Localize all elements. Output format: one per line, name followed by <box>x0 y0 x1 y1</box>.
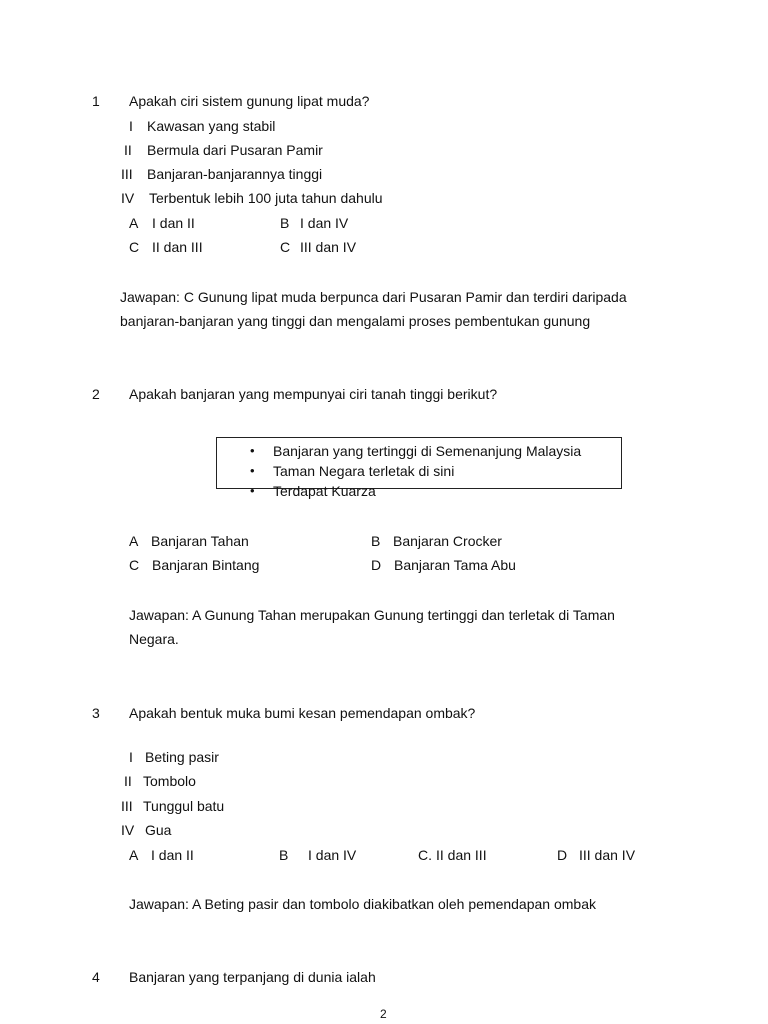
q3-option-roman: IV <box>121 822 135 838</box>
q1-option-roman: II <box>124 142 132 158</box>
q1-answer-letter: C <box>129 239 140 255</box>
q2-bullet-text: Taman Negara terletak di sini <box>273 463 455 479</box>
q3-answer-letter: B <box>279 847 289 863</box>
q3-option-roman: III <box>121 798 133 814</box>
q2-answer-letter: A <box>129 533 139 549</box>
q1-option-roman: III <box>121 166 133 182</box>
q1-answer-letter: B <box>280 215 290 231</box>
q2-answer-letter: C <box>129 557 140 573</box>
q2-answer-text: Banjaran Tama Abu <box>394 557 516 573</box>
q2-answer-text: Banjaran Tahan <box>151 533 249 549</box>
q1-option-text: Bermula dari Pusaran Pamir <box>147 142 323 158</box>
q2-answer-letter: B <box>371 533 381 549</box>
q3-answer-text: I dan II <box>151 847 194 863</box>
q1-option-text: Terbentuk lebih 100 juta tahun dahulu <box>149 190 383 206</box>
q3-option-roman: I <box>129 749 133 765</box>
q3-number: 3 <box>92 705 100 721</box>
bullet-icon: • <box>250 463 255 478</box>
page-number: 2 <box>380 1007 387 1021</box>
bullet-icon: • <box>250 483 255 498</box>
q1-option-text: Banjaran-banjarannya tinggi <box>147 166 323 182</box>
q4-question: Banjaran yang terpanjang di dunia ialah <box>129 969 376 985</box>
q3-answer-text: I dan IV <box>308 847 357 863</box>
q3-answer-letter: D <box>557 847 568 863</box>
q1-answer-text: I dan II <box>152 215 195 231</box>
q1-option-roman: I <box>129 118 133 134</box>
q2-answer-letter: D <box>371 557 382 573</box>
q1-answer-letter: C <box>280 239 291 255</box>
q1-number: 1 <box>92 93 100 109</box>
q1-answer-text: III dan IV <box>300 239 357 255</box>
q4-number: 4 <box>92 969 100 985</box>
q2-bullet-text: Banjaran yang tertinggi di Semenanjung Malaysia <box>273 443 582 459</box>
q1-answer-letter: A <box>129 215 139 231</box>
q3-question: Apakah bentuk muka bumi kesan pemendapan ombak? <box>129 705 476 721</box>
q2-jawapan-line: Jawapan: A Gunung Tahan merupakan Gunung tertinggi dan terletak di Taman <box>129 607 615 623</box>
q3-option-text: Beting pasir <box>145 749 219 765</box>
bullet-icon: • <box>250 443 255 458</box>
q2-answer-text: Banjaran Bintang <box>152 557 260 573</box>
q1-jawapan-line: banjaran-banjaran yang tinggi dan mengalami proses pembentukan gunung <box>120 313 591 329</box>
q2-number: 2 <box>92 386 100 402</box>
q1-option-text: Kawasan yang stabil <box>147 118 276 134</box>
q3-answer-letter: A <box>129 847 139 863</box>
q3-option-text: Tunggul batu <box>143 798 225 814</box>
q2-answer-text: Banjaran Crocker <box>393 533 502 549</box>
q1-answer-text: I dan IV <box>300 215 349 231</box>
q3-option-text: Gua <box>145 822 172 838</box>
q2-bullet-text: Terdapat Kuarza <box>273 483 376 499</box>
q3-answer-text: III dan IV <box>579 847 636 863</box>
q1-jawapan-line: Jawapan: C Gunung lipat muda berpunca dari Pusaran Pamir dan terdiri daripada <box>120 289 627 305</box>
q3-answer-letter: C. <box>418 847 432 863</box>
q2-feature-box <box>216 437 622 499</box>
q3-option-text: Tombolo <box>143 773 196 789</box>
q3-answer-text: II dan III <box>436 847 487 863</box>
q2-jawapan-line: Negara. <box>129 631 179 647</box>
q2-question: Apakah banjaran yang mempunyai ciri tanah tinggi berikut? <box>129 386 498 402</box>
q3-option-roman: II <box>124 773 132 789</box>
q1-question: Apakah ciri sistem gunung lipat muda? <box>129 93 370 109</box>
q1-answer-text: II dan III <box>152 239 203 255</box>
q3-jawapan-line: Jawapan: A Beting pasir dan tombolo diakibatkan oleh pemendapan ombak <box>129 896 596 912</box>
q1-option-roman: IV <box>121 190 135 206</box>
